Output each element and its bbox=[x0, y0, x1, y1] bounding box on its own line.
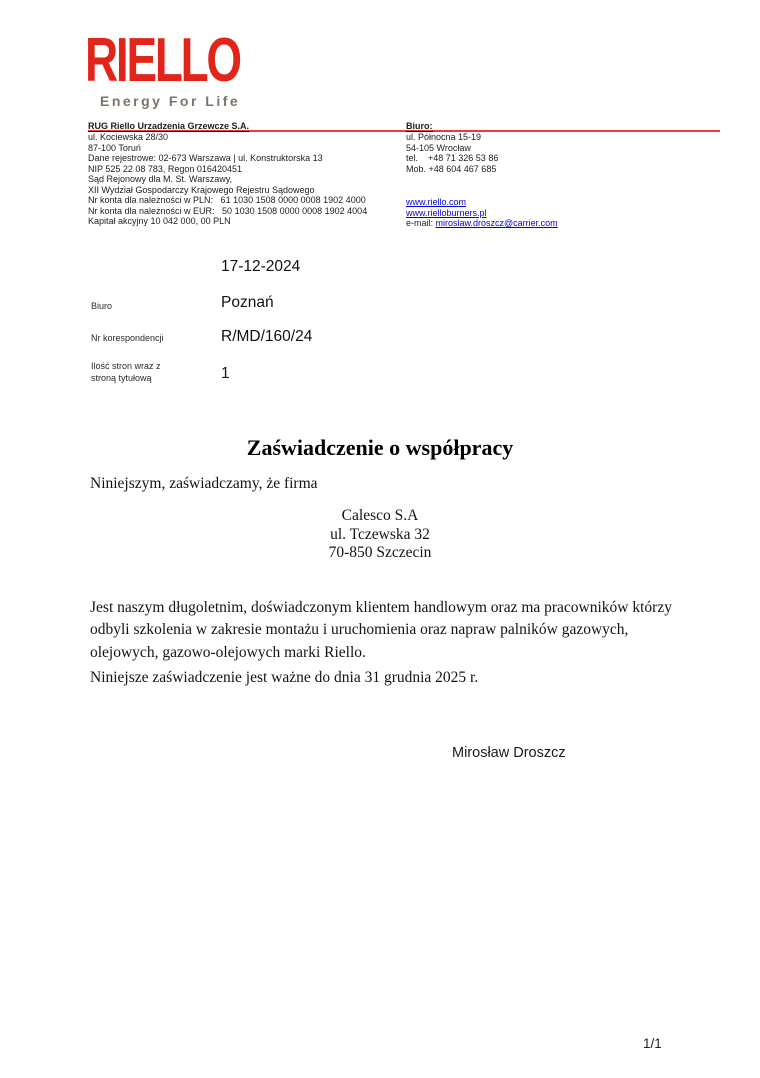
intro-line: Niniejszym, zaświadczamy, że firma bbox=[90, 475, 318, 492]
meta-value-biuro: Poznań bbox=[221, 294, 274, 311]
company-address-block bbox=[0, 507, 760, 563]
client-name: Calesco S.A bbox=[341, 507, 419, 524]
meta-label-page-count: Ilość stron wraz z stroną tytułową bbox=[91, 361, 161, 383]
page-number: 1/1 bbox=[643, 1036, 662, 1051]
office-phone-line: tel. +48 71 326 53 86 bbox=[406, 153, 499, 164]
header-links bbox=[406, 197, 721, 228]
meta-label-correspondence-number: Nr korespondencji bbox=[91, 333, 164, 343]
rielloburners-website-link[interactable]: www.rielloburners.pl bbox=[406, 207, 487, 218]
riello-website-link[interactable]: www.riello.com bbox=[406, 197, 467, 208]
email-prefix: e-mail: bbox=[406, 218, 436, 229]
company-registry-line: Dane rejestrowe: 02-673 Warszawa | ul. Konstruktorska 13 bbox=[88, 153, 323, 164]
meta-value-page-count: 1 bbox=[221, 365, 230, 382]
header-office-column bbox=[406, 121, 721, 229]
office-heading: Biuro: bbox=[406, 121, 433, 131]
company-nip-line: NIP 525 22 08 783, Regon 016420451 bbox=[88, 163, 242, 174]
company-account-eur: Nr konta dla należności w EUR: 50 1030 1508 0000 0008 1902 4004 bbox=[88, 205, 368, 216]
company-account-pln: Nr konta dla należności w PLN: 61 1030 1508 0000 0008 1902 4000 bbox=[88, 195, 366, 206]
signature-name: Mirosław Droszcz bbox=[452, 745, 566, 761]
office-mobile-line: Mob. +48 604 467 685 bbox=[406, 163, 497, 174]
riello-logo: RIELLO bbox=[85, 26, 240, 95]
logo-tagline: Energy For Life bbox=[100, 93, 241, 109]
company-address-line: 87-100 Toruń bbox=[88, 142, 141, 153]
meta-label-biuro: Biuro bbox=[91, 301, 113, 311]
company-address-line: ul. Kociewska 28/30 bbox=[88, 132, 169, 143]
body-paragraph: Jest naszym długoletnim, doświadczonym klientem handlowym oraz ma pracowników którzy odbyli szkolenia w zakresie montażu i uruchomienia oraz napraw palników gazowych, olejowych, gazowo-olejowych marki Riello. bbox=[90, 599, 672, 661]
company-court-line: XII Wydział Gospodarczy Krajowego Rejestru Sądowego bbox=[88, 184, 315, 195]
client-street: ul. Tczewska 32 bbox=[330, 525, 430, 543]
header-company-column bbox=[88, 121, 403, 227]
meta-value-correspondence-number: R/MD/160/24 bbox=[221, 328, 313, 345]
email-link[interactable]: miroslaw.droszcz@carrier.com bbox=[435, 218, 558, 229]
company-court-line: Sąd Rejonowy dla M. St. Warszawy, bbox=[88, 174, 233, 185]
company-capital-line: Kapitał akcyjny 10 042 000, 00 PLN bbox=[88, 216, 231, 227]
document-date: 17-12-2024 bbox=[221, 258, 301, 275]
validity-line: Niniejsze zaświadczenie jest ważne do dnia 31 grudnia 2025 r. bbox=[90, 669, 479, 686]
document-title: Zaświadczenie o współpracy bbox=[246, 435, 514, 460]
office-address-line: ul. Północna 15-19 bbox=[406, 132, 482, 143]
office-address-line: 54-105 Wrocław bbox=[406, 142, 471, 153]
client-city: 70-850 Szczecin bbox=[328, 544, 432, 561]
company-name: RUG Riello Urzadzenia Grzewcze S.A. bbox=[88, 121, 250, 131]
